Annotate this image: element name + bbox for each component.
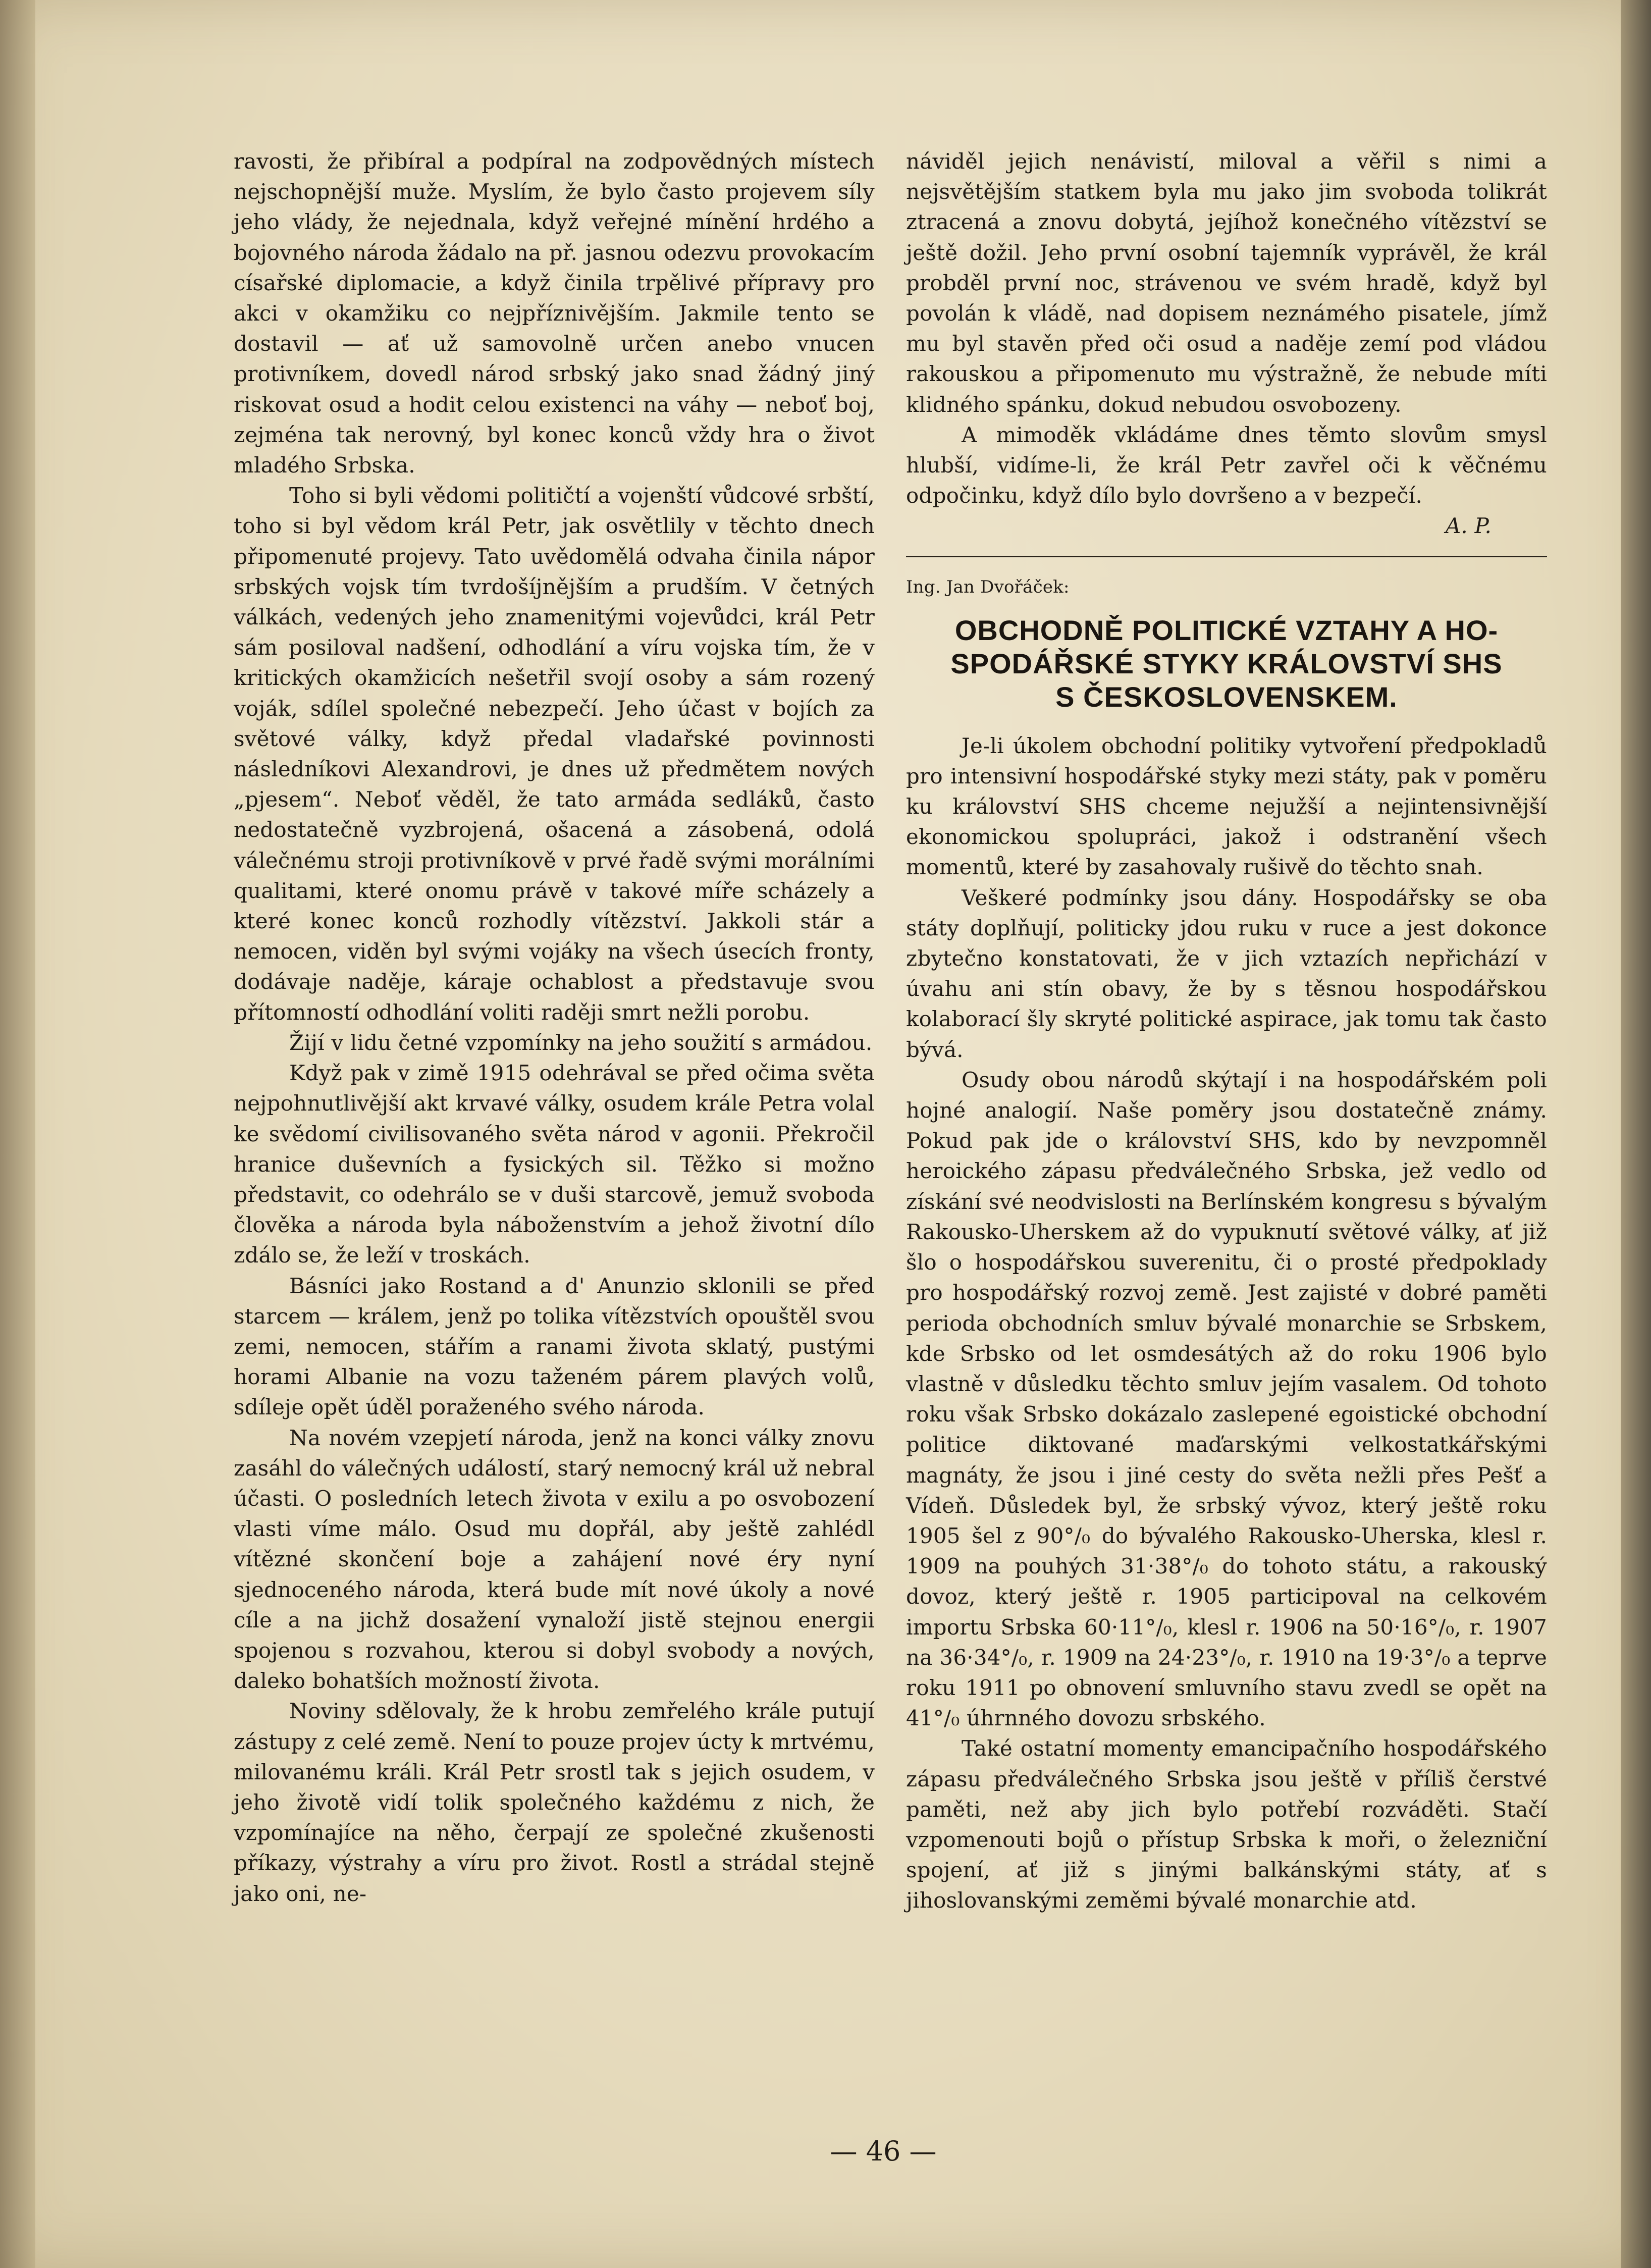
page-left-shadow: [0, 0, 35, 2268]
article-paragraph: Veškeré podmínky jsou dány. Hospodářsky se oba státy doplňují, politicky jdou ruku v ruce a jest dokonce zbytečno konstatovati, že v jich vztazích nepřichází v úvahu ani stín obavy, že by s těsnou hospodářskou kolaborací šly skryté politické aspirace, jak tomu tak často bývá.: [906, 885, 1547, 1062]
page-number: — 46 —: [830, 2135, 937, 2167]
article-paragraph: Osudy obou národů skýtají i na hospodářském poli hojné analogií. Naše poměry jsou dostatečně známy. Pokud pak jde o království SHS, kdo by nevzpomněl heroického zápasu předválečného Srbska, jež vedlo od získání své neodvislosti na Berlínském kongresu s bývalým Rakousko-Uherskem až do vypuknutí světové války, ať již šlo o hospodářskou suverenitu, či o prosté předpoklady pro hospodářský rozvoj země. Jest zajisté v dobré paměti perioda obchodních smluv bývalé monarchie se Srbskem, kde Srbsko od let osmdesátých až do roku 1906 bylo vlastně v důsledku těchto smluv jejím vasalem. Od tohoto roku však Srbsko dokázalo zaslepené egoistické obchodní politice diktované maďarskými velkostatkářskými magnáty, že jsou i jiné cesty do světa nežli přes Pešť a Vídeň. Důsledek byl, že srbský vývoz, který ještě roku 1905 šel z 90°/₀ do bývalého Rakousko-Uherska, klesl r. 1909 na pouhých 31·38°/₀ do tohoto státu, a rakouský dovoz, který ještě r. 1905 participoval na celkovém importu Srbska 60·11°/₀, klesl r. 1906 na 50·16°/₀, r. 1907 na 36·34°/₀, r. 1909 na 24·23°/₀, r. 1910 na 19·3°/₀ a teprve roku 1911 po obnovení smluvního stavu zvedl se opět na 41°/₀ úhrnného dovozu srbského.: [906, 1067, 1547, 1731]
article-paragraph: Také ostatní momenty emancipačního hospodářského zápasu předválečného Srbska jsou ještě v příliš čerstvé paměti, než aby jich bylo potřebí rozváděti. Stačí vzpomenouti bojů o přístup Srbska k moři, o železniční spojení, ať již s jinými balkánskými státy, ať s jihoslovanskými zeměmi bývalé monarchie atd.: [906, 1736, 1547, 1913]
left-column: [234, 146, 875, 1909]
article-title: [906, 614, 1547, 714]
paragraph: náviděl jejich nenávistí, miloval a věřil s nimi a nejsvětějším statkem byla mu jako jim svoboda tolikrát ztracená a znovu dobytá, jejíhož konečného vítězství se ještě dožil. Jeho první osobní tajemník vyprávěl, že král probděl první noc, strávenou ve svém hradě, když byl povolán k vládě, nad dopisem neznámého pisatele, jímž mu byl stavěn před oči osud a naděje zemí pod vládou rakouskou a připomenuto mu výstražně, že nebude míti klidného spánku, dokud nebudou osvobozeny.: [906, 149, 1547, 417]
article-paragraph: Je-li úkolem obchodní politiky vytvoření předpokladů pro intensivní hospodářské styky mezi státy, pak v poměru ku království SHS chceme nejužší a nejintensivnější ekonomickou spolupráci, jakož i odstranění všech momentů, které by zasahovaly rušivě do těchto snah.: [906, 733, 1547, 880]
paragraph: A mimoděk vkládáme dnes těmto slovům smysl hlubší, vidíme-li, že král Petr zavřel oči k věčnému odpočinku, když dílo bylo dovršeno a v bezpečí.: [906, 422, 1547, 508]
article-title-line: OBCHODNĚ POLITICKÉ VZTAHY A HO-: [954, 614, 1499, 646]
article-title-line: SPODÁŘSKÉ STYKY KRÁLOVSTVÍ SHS: [950, 647, 1503, 679]
paragraph: ravosti, že přibíral a podpíral na zodpovědných místech nejschopnější muže. Myslím, že bylo často projevem síly jeho vlády, že nejednala, když veřejné mínění hrdého a bojovného národa žádalo na př. jasnou odezvu provokacím císařské diplomacie, a když činila trpělivé přípravy pro akci v okamžiku co nejpříznivějším. Jakmile tento se dostavil — ať už samovolně určen anebo vnucen protivníkem, dovedl národ srbský jako snad žádný jiný riskovat osud a hodit celou existenci na váhy — neboť boj, zejména tak nerovný, byl konec konců vždy hra o život mladého Srbska.: [234, 149, 875, 478]
paragraph: Básníci jako Rostand a d' Anunzio sklonili se před starcem — králem, jenž po tolika vítězstvích opouštěl svou zemi, nemocen, stářím a ranami života sklatý, pustými horami Albanie na vozu taženém párem plavých volů, sdíleje opět úděl poraženého svého národa.: [234, 1273, 875, 1420]
article-author: Ing. Jan Dvořáček:: [906, 576, 1070, 597]
right-column: [906, 146, 1547, 1916]
paragraph: Noviny sdělovaly, že k hrobu zemřelého krále putují zástupy z celé země. Není to pouze projev úcty k mrtvému, milovanému králi. Král Petr srostl tak s jejich osudem, v jeho životě vidí tolik společného každému z nich, že vzpomínajíce na něho, čerpají ze společné zkušenosti příkazy, výstrahy a víru pro život. Rostl a strádal stejně jako oni, ne-: [234, 1699, 875, 1906]
page-right-shadow: [1621, 0, 1651, 2268]
paragraph: Když pak v zimě 1915 odehrával se před očima světa nejpohnutlivější akt krvavé války, osudem krále Petra volal ke svědomí civilisovaného světa národ v agonii. Překročil hranice duševních a fysických sil. Těžko si možno představit, co odehrálo se v duši starcově, jemuž svoboda člověka a národa byla náboženstvím a jehož životní dílo zdálo se, že leží v troskách.: [234, 1061, 875, 1268]
paragraph: Toho si byli vědomi političtí a vojenští vůdcové srbští, toho si byl vědom král Petr, jak osvětlily v těchto dnech připomenuté projevy. Tato uvědomělá odvaha činila nápor srbských vojsk tím tvrdošíjnějším a prudším. V četných válkách, vedených jeho znamenitými vojevůdci, král Petr sám posiloval nadšení, odhodlání a víru vojska tím, že v kritických okamžicích nešetřil svojí osoby a sám rozený voják, sdílel společné nebezpečí. Jeho účast v bojích za světové války, když předal vladařské povinnosti následníkovi Alexandrovi, je dnes už předmětem nových „pjesem“. Neboť věděl, že tato armáda sedláků, často nedostatečně vyzbrojená, ošacená a zásobená, odolá válečnému stroji protivníkově v prvé řadě svými morálními qualitami, které onomu právě v takové míře scházely a které konec konců rozhodly vítězství. Jakkoli stár a nemocen, viděn byl svými vojáky na všech úsecích fronty, dodávaje naděje, káraje ochablost a představuje svou přítomností odhodlání voliti raději smrt nežli porobu.: [234, 483, 875, 1025]
section-divider: [906, 556, 1547, 557]
paragraph: Na novém vzepjetí národa, jenž na konci války znovu zasáhl do válečných událostí, starý nemocný král už nebral účasti. O posledních letech života v exilu a po osvobození vlasti víme málo. Osud mu dopřál, aby ještě zahlédl vítězné skončení boje a zahájení nové éry nyní sjednoceného národa, která bude mít nové úkoly a nové cíle a na jichž dosažení vynaloží jistě stejnou energii spojenou s rozvahou, kterou si dobyl svobody a nových, daleko bohatších možností života.: [234, 1425, 875, 1694]
signature: A. P.: [1445, 513, 1492, 539]
paragraph: Žijí v lidu četné vzpomínky na jeho soužití s armádou.: [289, 1030, 873, 1055]
article-title-line: S ČESKOSLOVENSKEM.: [1055, 680, 1398, 713]
